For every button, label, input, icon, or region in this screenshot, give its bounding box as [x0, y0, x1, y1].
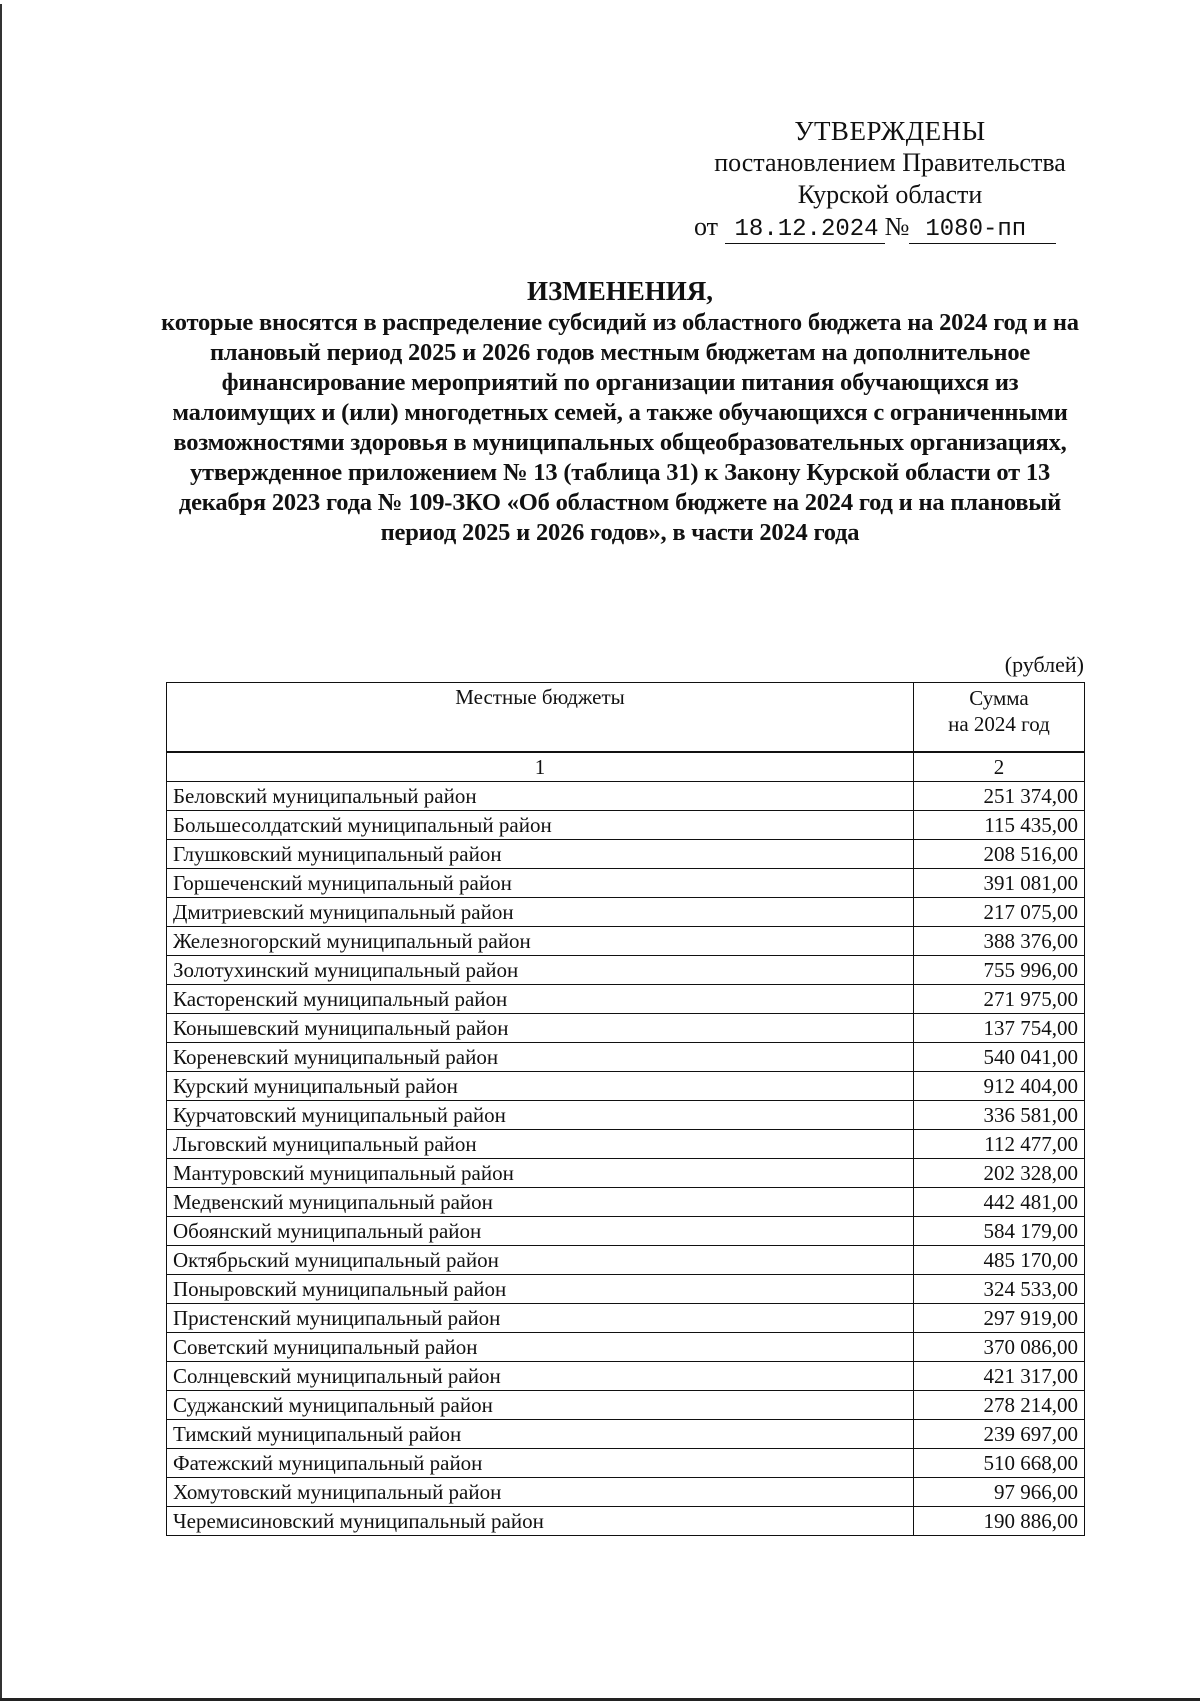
table-row: [167, 1159, 1085, 1188]
number-sign: №: [884, 212, 910, 241]
header-amount: [914, 683, 1085, 753]
district-name: Железногорский муниципальный район: [167, 927, 914, 956]
district-name: Советский муниципальный район: [167, 1333, 914, 1362]
approval-line-2: Курской области: [797, 180, 983, 209]
approval-stamp: [690, 115, 1090, 244]
subsidy-amount: 370 086,00: [914, 1333, 1085, 1362]
subsidy-amount: 388 376,00: [914, 927, 1085, 956]
column-number-2: 2: [914, 752, 1085, 782]
subsidy-amount: 297 919,00: [914, 1304, 1085, 1333]
district-name: Большесолдатский муниципальный район: [167, 811, 914, 840]
district-name: Солнцевский муниципальный район: [167, 1362, 914, 1391]
district-name: Медвенский муниципальный район: [167, 1188, 914, 1217]
district-name: Хомутовский муниципальный район: [167, 1478, 914, 1507]
header-amount-line-2: на 2024 год: [948, 712, 1050, 736]
scan-edge-left: [0, 4, 2, 1701]
approval-dateline: [690, 211, 1090, 244]
table-row: [167, 1275, 1085, 1304]
table-row: [167, 956, 1085, 985]
subsidy-amount: 324 533,00: [914, 1275, 1085, 1304]
approval-title: УТВЕРЖДЕНЫ: [794, 116, 986, 146]
subsidy-amount: 190 886,00: [914, 1507, 1085, 1536]
table-row: [167, 985, 1085, 1014]
resolution-date: 18.12.2024: [725, 217, 885, 244]
table-row: [167, 869, 1085, 898]
district-name: Дмитриевский муниципальный район: [167, 898, 914, 927]
subsidy-amount: 217 075,00: [914, 898, 1085, 927]
header-amount-line-1: Сумма: [969, 686, 1029, 710]
units-label: (рублей): [1004, 652, 1084, 677]
table-row: [167, 1014, 1085, 1043]
district-name: Конышевский муниципальный район: [167, 1014, 914, 1043]
document-subtitle: которые вносятся в распределение субсидий из областного бюджета на 2024 год и на плановый период 2025 и 2026 годов местным бюджетам на дополнительное финансирование мероприятий по организации питания обучающихся из малоимущих и (или) многодетных семей, а также обучающихся с ограниченными возможностями здоровья в муниципальных общеобразовательных организациях, утвержденное приложением № 13 (таблица 31) к Закону Курской области от 13 декабря 2023 года № 109-ЗКО «Об областном бюджете на 2024 год и на плановый период 2025 и 2026 годов», в части 2024 года: [161, 309, 1079, 546]
subsidy-amount: 251 374,00: [914, 782, 1085, 811]
subsidy-amount: 239 697,00: [914, 1420, 1085, 1449]
district-name: Беловский муниципальный район: [167, 782, 914, 811]
subsidy-amount: 208 516,00: [914, 840, 1085, 869]
table-row: [167, 1246, 1085, 1275]
district-name: Октябрьский муниципальный район: [167, 1246, 914, 1275]
district-name: Фатежский муниципальный район: [167, 1449, 914, 1478]
subsidy-amount: 137 754,00: [914, 1014, 1085, 1043]
subsidy-amount: 271 975,00: [914, 985, 1085, 1014]
subsidy-amount: 485 170,00: [914, 1246, 1085, 1275]
approval-line-1: постановлением Правительства: [714, 148, 1066, 177]
table-row: [167, 840, 1085, 869]
table-row: [167, 1304, 1085, 1333]
table-row: [167, 1420, 1085, 1449]
district-name: Курчатовский муниципальный район: [167, 1101, 914, 1130]
subsidy-amount: 115 435,00: [914, 811, 1085, 840]
table-row: [167, 782, 1085, 811]
district-name: Пристенский муниципальный район: [167, 1304, 914, 1333]
document-heading: [160, 274, 1080, 548]
subsidy-amount: 336 581,00: [914, 1101, 1085, 1130]
district-name: Глушковский муниципальный район: [167, 840, 914, 869]
district-name: Золотухинский муниципальный район: [167, 956, 914, 985]
district-name: Суджанский муниципальный район: [167, 1391, 914, 1420]
subsidy-amount: 755 996,00: [914, 956, 1085, 985]
district-name: Обоянский муниципальный район: [167, 1217, 914, 1246]
subsidy-amount: 97 966,00: [914, 1478, 1085, 1507]
table-header-row: [167, 683, 1085, 753]
subsidy-amount: 912 404,00: [914, 1072, 1085, 1101]
table-row: [167, 1507, 1085, 1536]
document-title: ИЗМЕНЕНИЯ,: [526, 276, 713, 306]
district-name: Касторенский муниципальный район: [167, 985, 914, 1014]
table-row: [167, 1391, 1085, 1420]
district-name: Курский муниципальный район: [167, 1072, 914, 1101]
table-row: [167, 1217, 1085, 1246]
budget-table: [166, 682, 1085, 1536]
table-row: [167, 1449, 1085, 1478]
date-prefix: от: [694, 212, 719, 241]
resolution-number: 1080-пп: [909, 217, 1056, 244]
subsidy-amount: 112 477,00: [914, 1130, 1085, 1159]
column-number-row: [167, 752, 1085, 782]
table-row: [167, 1130, 1085, 1159]
subsidy-amount: 442 481,00: [914, 1188, 1085, 1217]
table-row: [167, 1478, 1085, 1507]
district-name: Тимский муниципальный район: [167, 1420, 914, 1449]
table-row: [167, 898, 1085, 927]
subsidy-amount: 584 179,00: [914, 1217, 1085, 1246]
table-row: [167, 1188, 1085, 1217]
table-row: [167, 1362, 1085, 1391]
district-name: Мантуровский муниципальный район: [167, 1159, 914, 1188]
header-local-budgets: Местные бюджеты: [167, 683, 914, 753]
table-row: [167, 927, 1085, 956]
subsidy-amount: 202 328,00: [914, 1159, 1085, 1188]
subsidy-amount: 278 214,00: [914, 1391, 1085, 1420]
district-name: Поныровский муниципальный район: [167, 1275, 914, 1304]
table-row: [167, 811, 1085, 840]
subsidy-amount: 510 668,00: [914, 1449, 1085, 1478]
table-row: [167, 1043, 1085, 1072]
subsidy-amount: 421 317,00: [914, 1362, 1085, 1391]
subsidy-amount: 540 041,00: [914, 1043, 1085, 1072]
district-name: Горшеченский муниципальный район: [167, 869, 914, 898]
subsidy-amount: 391 081,00: [914, 869, 1085, 898]
table-row: [167, 1072, 1085, 1101]
column-number-1: 1: [167, 752, 914, 782]
district-name: Кореневский муниципальный район: [167, 1043, 914, 1072]
district-name: Черемисиновский муниципальный район: [167, 1507, 914, 1536]
table-row: [167, 1333, 1085, 1362]
table-row: [167, 1101, 1085, 1130]
district-name: Льговский муниципальный район: [167, 1130, 914, 1159]
